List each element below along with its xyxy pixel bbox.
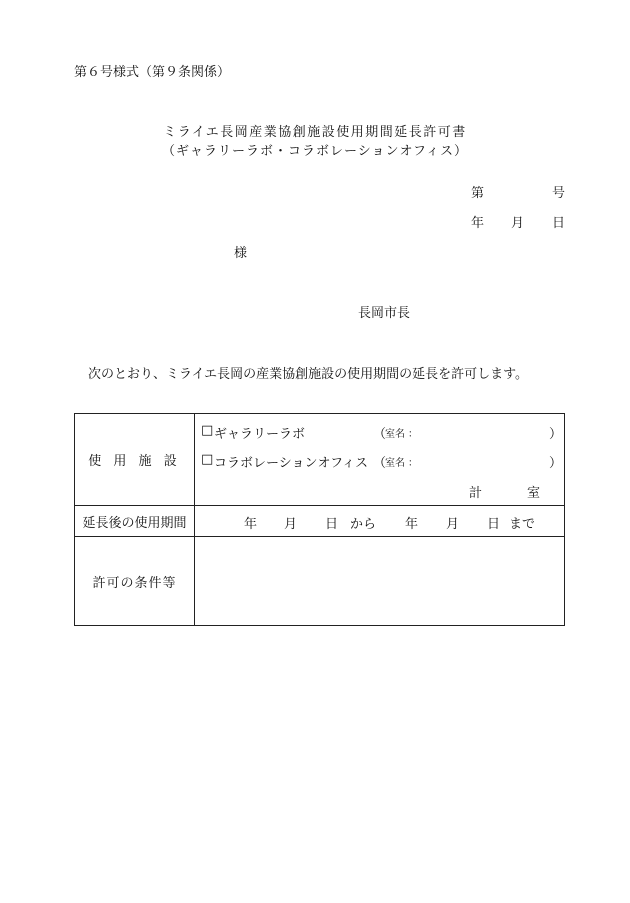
period-day-start: 日 <box>325 517 339 532</box>
gallery-lab-room-open: （ <box>373 427 387 442</box>
issuer-name: 長岡市長 <box>358 306 411 321</box>
period-from: から <box>350 517 377 532</box>
collaboration-office-room-label: 室名 <box>385 458 405 469</box>
document-subtitle: （ギャラリーラボ・コラボレーションオフィス） <box>161 144 469 159</box>
facility-label: 使 用 施 設 <box>75 414 195 506</box>
gallery-lab-room-close: ） <box>549 427 563 442</box>
facility-options-cell <box>195 414 565 506</box>
gallery-lab-room-label: 室名 <box>385 429 405 440</box>
period-year-end: 年 <box>405 517 419 532</box>
collaboration-office-room-colon: ： <box>408 458 418 469</box>
gallery-lab-room-colon: ： <box>408 429 418 440</box>
period-cell <box>195 506 565 537</box>
date-year: 年 <box>471 216 485 231</box>
period-label: 延長後の使用期間 <box>75 506 195 537</box>
date-month: 月 <box>511 216 525 231</box>
form-number: 第６号様式（第９条関係） <box>74 65 231 80</box>
body-text: 次のとおり、ミライエ長岡の産業協創施設の使用期間の延長を許可します。 <box>88 367 529 382</box>
document-title: ミライエ長岡産業協創施設使用期間延長許可書 <box>163 125 467 140</box>
date-day: 日 <box>552 216 566 231</box>
period-month-start: 月 <box>284 517 298 532</box>
period-year-start: 年 <box>244 517 258 532</box>
facility-row <box>75 414 565 506</box>
period-row <box>75 506 565 537</box>
collaboration-office-room-close: ） <box>549 456 563 471</box>
gallery-lab-checkbox[interactable]: □ <box>201 423 214 438</box>
conditions-label: 許可の条件等 <box>75 537 195 626</box>
period-day-end: 日 <box>487 517 501 532</box>
collaboration-office-label: コラボレーションオフィス <box>214 456 369 471</box>
gallery-lab-label: ギャラリーラボ <box>214 427 306 442</box>
permit-table <box>74 413 565 626</box>
addressee-suffix: 様 <box>234 246 248 261</box>
total-kei: 計 <box>469 486 483 501</box>
period-until: まで <box>509 517 536 532</box>
issue-number-dai: 第 <box>471 186 485 201</box>
collaboration-office-checkbox[interactable]: □ <box>201 452 214 467</box>
collaboration-office-room-open: （ <box>373 456 387 471</box>
conditions-value[interactable] <box>195 537 565 626</box>
period-month-end: 月 <box>446 517 460 532</box>
total-shitsu: 室 <box>527 486 541 501</box>
issue-number-go: 号 <box>552 186 566 201</box>
conditions-row <box>75 537 565 626</box>
